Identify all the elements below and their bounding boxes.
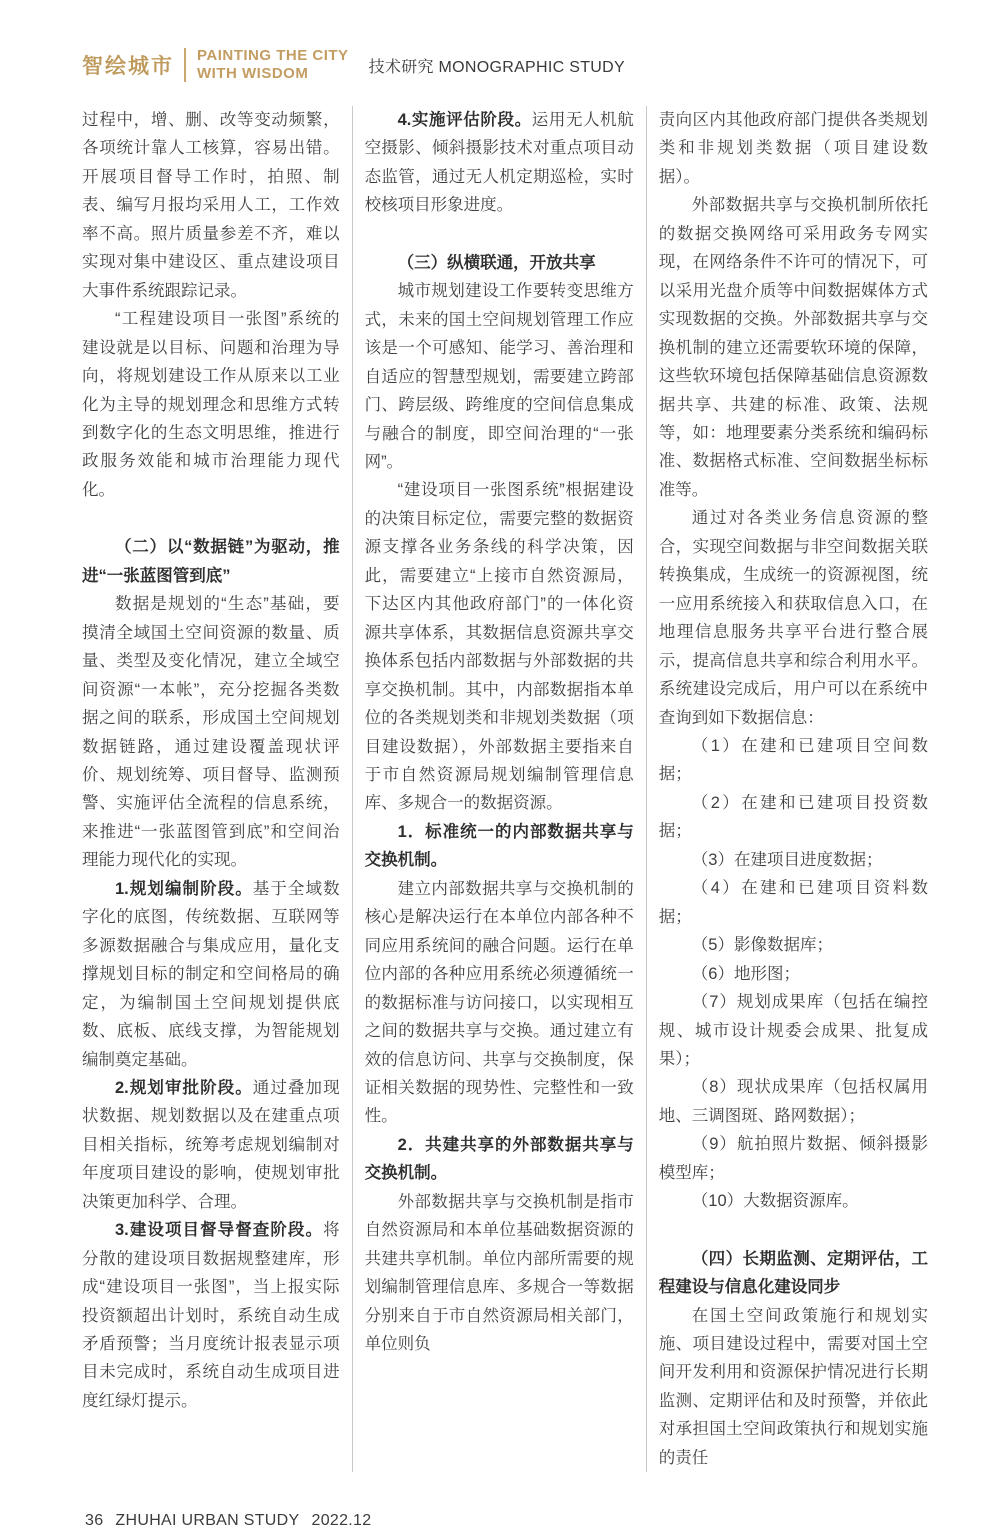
- paragraph-lead: 4.实施评估阶段。: [397, 111, 532, 129]
- list-item: （3）在建项目进度数据；: [691, 850, 883, 869]
- paragraph-lead: 2.规划审批阶段。: [115, 1078, 253, 1097]
- paragraph: “建设项目一张图系统”根据建设的决策目标定位，需要完整的数据资源支撑各业务条线的科学决策，因此，需要建立“上接市自然资源局，下达区内其他政府部门”的一体化资源共享体系，其数据信息资源共享交换体系包括内部数据与外部数据的共享交换机制。其中，内部数据指本单位的各类规划类和非规划类数据（项目建设数据），外部数据主要指来自于市自然资源局规划编制管理信息库、多规合一的数据资源。: [364, 481, 634, 813]
- paragraph: 建立内部数据共享与交换机制的核心是解决运行在本单位内部各种不同应用系统间的融合问题。运行在单位内部的各种应用系统必须遵循统一的数据标准与访问接口，以实现相互之间的数据共享与交换。通过建立有效的信息访问、共享与交换制度，保证相关数据的现势性、完整性和一致性。: [364, 879, 634, 1126]
- column-3: [646, 106, 928, 1472]
- paragraph: [365, 818, 634, 875]
- page-header: [82, 44, 928, 86]
- paragraph-continuation: 责向区内其他政府部门提供各类规划类和非规划类数据（项目建设数据）。: [658, 111, 928, 186]
- paragraph: [365, 1131, 634, 1188]
- column-1: [82, 106, 340, 1472]
- list-item: （7）规划成果库（包括在编控规、城市设计规委会成果、批复成果）；: [658, 993, 928, 1068]
- page-number: 36: [85, 1512, 104, 1530]
- paragraph: 城市规划建设工作要转变思维方式，未来的国土空间规划管理工作应该是一个可感知、能学习、善治理和自适应的智慧型规划，需要建立跨部门、跨层级、跨维度的空间信息集成与融合的制度，即空间治理的“一张网”。: [364, 282, 634, 471]
- section-heading: （三）纵横联通，开放共享: [397, 253, 596, 272]
- journal-logo-english-line2: WITH WISDOM: [197, 65, 309, 82]
- paragraph-lead: 3.建设项目督导督查阶段。: [115, 1221, 324, 1240]
- article-columns: [82, 106, 928, 1472]
- paragraph: 1.规划编制阶段。基于全域数字化的底图，传统数据、互联网等多源数据融合与集成应用，量化支撑规划目标的制定和空间格局的确定，为编制国土空间规划提供底数、底板、底线支撑，为智能规划编制奠定基础。: [82, 879, 340, 1069]
- paragraph: 3.建设项目督导督查阶段。将分散的建设项目数据规整建库，形成“建设项目一张图”，当上报实际投资额超出计划时，系统自动生成矛盾预警；当月度统计报表显示项目未完成时，系统自动生成项目进度红绿灯提示。: [82, 1221, 340, 1410]
- list-item: （4）在建和已建项目资料数据；: [658, 879, 928, 926]
- paragraph: 通过对各类业务信息资源的整合，实现空间数据与非空间数据关联转换集成，生成统一的资源视图，统一应用系统接入和获取信息入口，在地理信息服务共享平台进行整合展示，提高信息共享和综合利用水平。系统建设完成后，用户可以在系统中查询到如下数据信息：: [658, 509, 928, 727]
- section-heading: （二）以“数据链”为驱动，推进“一张蓝图管到底”: [82, 538, 340, 585]
- logo-divider-rule: [184, 48, 186, 82]
- section-heading: （四）长期监测、定期评估，工程建设与信息化建设同步: [658, 1249, 928, 1297]
- column-2: [352, 106, 634, 1472]
- paragraph: 4.实施评估阶段。运用无人机航空摄影、倾斜摄影技术对重点项目动态监管，通过无人机定期巡检，实时校核项目形象进度。: [364, 111, 634, 215]
- list-item: （9）航拍照片数据、倾斜摄影模型库；: [658, 1135, 928, 1182]
- paragraph-lead: 1．标准统一的内部数据共享与交换机制。: [364, 822, 634, 870]
- page-footer: [82, 1512, 928, 1530]
- paragraph: 外部数据共享与交换机制所依托的数据交换网络可采用政务专网实现，在网络条件不许可的情况下，可以采用光盘介质等中间数据媒体方式实现数据的交换。外部数据共享与交换机制的建立还需要软环境的保障，这些软环境包括保障基础信息资源数据共享、共建的标准、政策、法规等，如：地理要素分类系统和编码标准、数据格式标准、空间数据坐标标准等。: [658, 196, 928, 499]
- paragraph: “工程建设项目一张图”系统的建设就是以目标、问题和治理为导向，将规划建设工作从原来以工业化为主导的规划理念和思维方式转到数字化的生态文明思维，推进行政服务效能和城市治理能力现代化。: [82, 310, 340, 499]
- list-item: （10）大数据资源库。: [691, 1192, 859, 1211]
- journal-logo-chinese: 智绘城市: [82, 55, 174, 78]
- list-item: （1）在建和已建项目空间数据；: [658, 736, 928, 784]
- section-label: 技术研究 MONOGRAPHIC STUDY: [368, 58, 625, 76]
- journal-logo-english-line1: PAINTING THE CITY: [197, 47, 349, 64]
- paragraph: 数据是规划的“生态”基础，要摸清全域国土空间资源的数量、质量、类型及变化情况，建立全域空间资源“一本帐”，充分挖掘各类数据之间的联系，形成国土空间规划数据链路，通过建设覆盖现状评价、规划统筹、项目督导、监测预警、实施评估全流程的信息系统，来推进“一张蓝图管到底”和空间治理能力现代化的实现。: [82, 595, 340, 870]
- paragraph: 外部数据共享与交换机制是指市自然资源局和本单位基础数据资源的共建共享机制。单位内部所需要的规划编制管理信息库、多规合一等数据分别来自于市自然资源局相关部门，单位则负: [364, 1192, 634, 1354]
- paragraph: 2.规划审批阶段。通过叠加现状数据、规划数据以及在建重点项目相关指标，统筹考虑规划编制对年度项目建设的影响，使规划审批决策更加科学、合理。: [82, 1078, 340, 1211]
- list-item: （8）现状成果库（包括权属用地、三调图斑、路网数据）；: [658, 1078, 928, 1125]
- list-item: （5）影像数据库；: [691, 936, 833, 955]
- list-item: （6）地形图；: [691, 964, 800, 983]
- paragraph-continuation: 过程中，增、删、改等变动频繁，各项统计靠人工核算，容易出错。开展项目督导工作时，拍照、制表、编写月报均采用人工，工作效率不高。照片质量参差不齐，难以实现对集中建设区、重点建设项目大事件系统跟踪记录。: [82, 111, 340, 300]
- paragraph-lead: 1.规划编制阶段。: [115, 879, 253, 898]
- list-item: （2）在建和已建项目投资数据；: [658, 793, 928, 841]
- journal-logo-english: [197, 47, 349, 83]
- paragraph-lead: 2．共建共享的外部数据共享与交换机制。: [364, 1135, 634, 1183]
- paragraph: 在国土空间政策施行和规划实施、项目建设过程中，需要对国土空间开发利用和资源保护情况进行长期监测、定期评估和及时预警，并依此对承担国土空间政策执行和规划实施的责任: [658, 1306, 928, 1467]
- journal-name: ZHUHAI URBAN STUDY: [115, 1512, 300, 1530]
- issue-date: 2022.12: [311, 1512, 372, 1530]
